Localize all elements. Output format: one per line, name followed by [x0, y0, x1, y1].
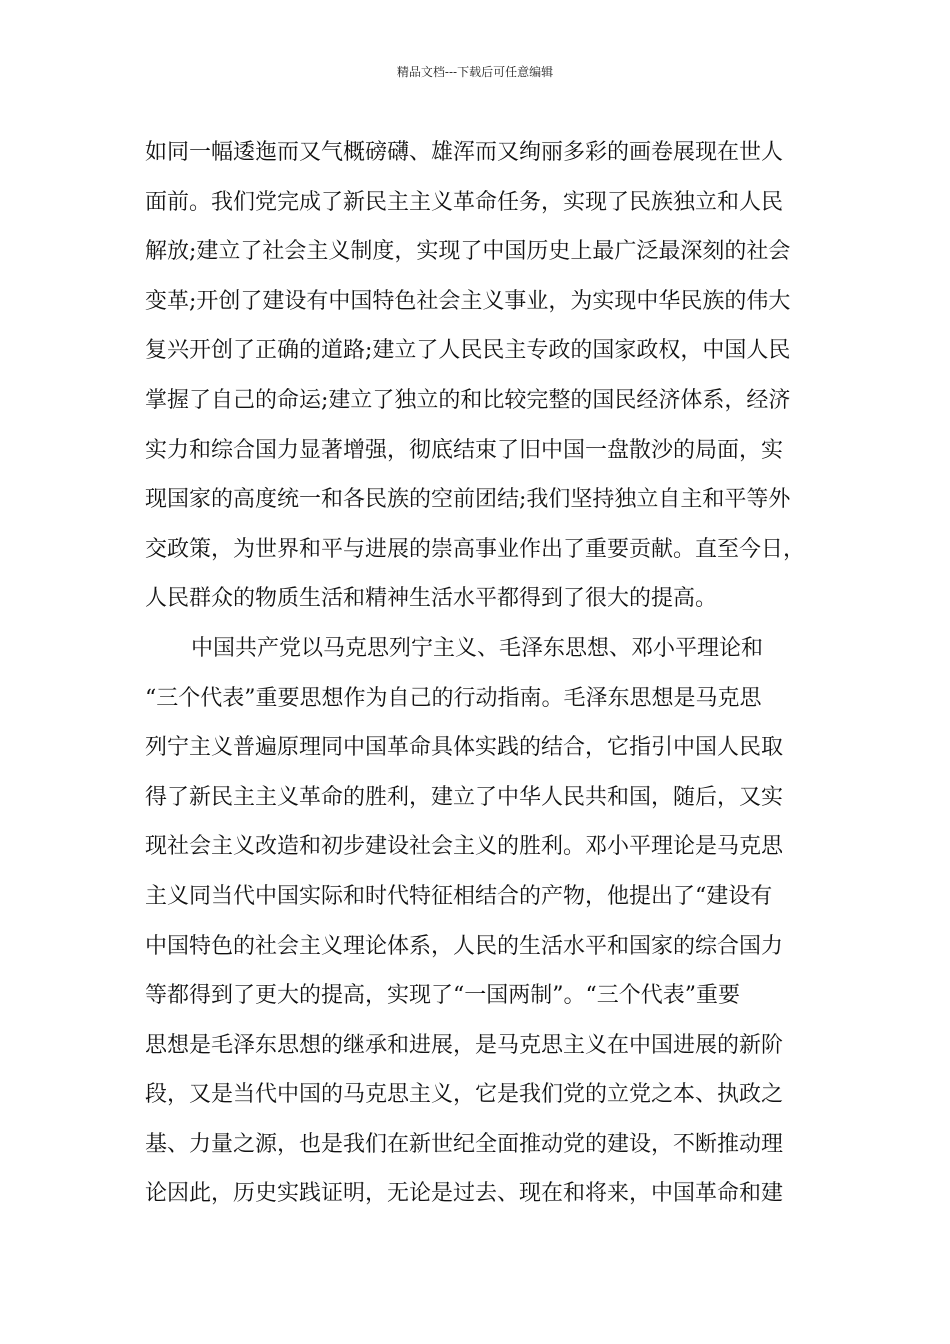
text-line: 面前。我们党完成了新民主主义革命任务，实现了民族独立和人民 [145, 189, 784, 215]
paragraph-1 [145, 128, 845, 624]
text-line: 掌握了自己的命运;建立了独立的和比较完整的国民经济体系，经济 [145, 387, 791, 413]
text-line: 主义同当代中国实际和时代特征相结合的产物，他提出了“建设有 [145, 883, 773, 909]
text-line: 论因此，历史实践证明，无论是过去、现在和将来，中国革命和建 [145, 1181, 784, 1207]
text-line: 段，又是当代中国的马克思主义，它是我们党的立党之本、执政之 [145, 1082, 784, 1108]
text-line: 现社会主义改造和初步建设社会主义的胜利。邓小平理论是马克思 [145, 834, 784, 860]
text-line: 等都得到了更大的提高，实现了“一国两制”。“三个代表”重要 [145, 983, 740, 1009]
text-line: “三个代表”重要思想作为自己的行动指南。毛泽东思想是马克思 [145, 685, 762, 711]
body-text [145, 128, 845, 1219]
text-line: 交政策，为世界和平与进展的崇高事业作出了重要贡献。直至今日， [145, 536, 806, 562]
text-line: 中国特色的社会主义理论体系，人民的生活水平和国家的综合国力 [145, 933, 784, 959]
text-line: 变革;开创了建设有中国特色社会主义事业，为实现中华民族的伟大 [145, 288, 791, 314]
text-line: 如同一幅逶迤而又气概磅礴、雄浑而又绚丽多彩的画卷展现在世人 [145, 140, 784, 165]
text-line-first-indented: 中国共产党以马克思列宁主义、毛泽东思想、邓小平理论和 [191, 635, 764, 661]
paragraph-2 [145, 624, 845, 1219]
page-header: 精品文档---下载后可任意编辑 [396, 65, 554, 79]
text-line: 得了新民主主义革命的胜利，建立了中华人民共和国，随后，又实 [145, 784, 784, 810]
text-line: 列宁主义普遍原理同中国革命具体实践的结合，它指引中国人民取 [145, 735, 784, 761]
text-line: 现国家的高度统一和各民族的空前团结;我们坚持独立自主和平等外 [145, 487, 791, 513]
text-line: 人民群众的物质生活和精神生活水平都得到了很大的提高。 [145, 586, 718, 612]
text-line: 基、力量之源，也是我们在新世纪全面推动党的建设，不断推动理 [145, 1131, 784, 1157]
text-line: 思想是毛泽东思想的继承和进展，是马克思主义在中国进展的新阶 [145, 1032, 784, 1058]
text-line: 实力和综合国力显著增强，彻底结束了旧中国一盘散沙的局面，实 [145, 437, 784, 463]
text-line: 解放;建立了社会主义制度，实现了中国历史上最广泛最深刻的社会 [145, 239, 791, 265]
text-line: 复兴开创了正确的道路;建立了人民民主专政的国家政权，中国人民 [145, 338, 791, 364]
